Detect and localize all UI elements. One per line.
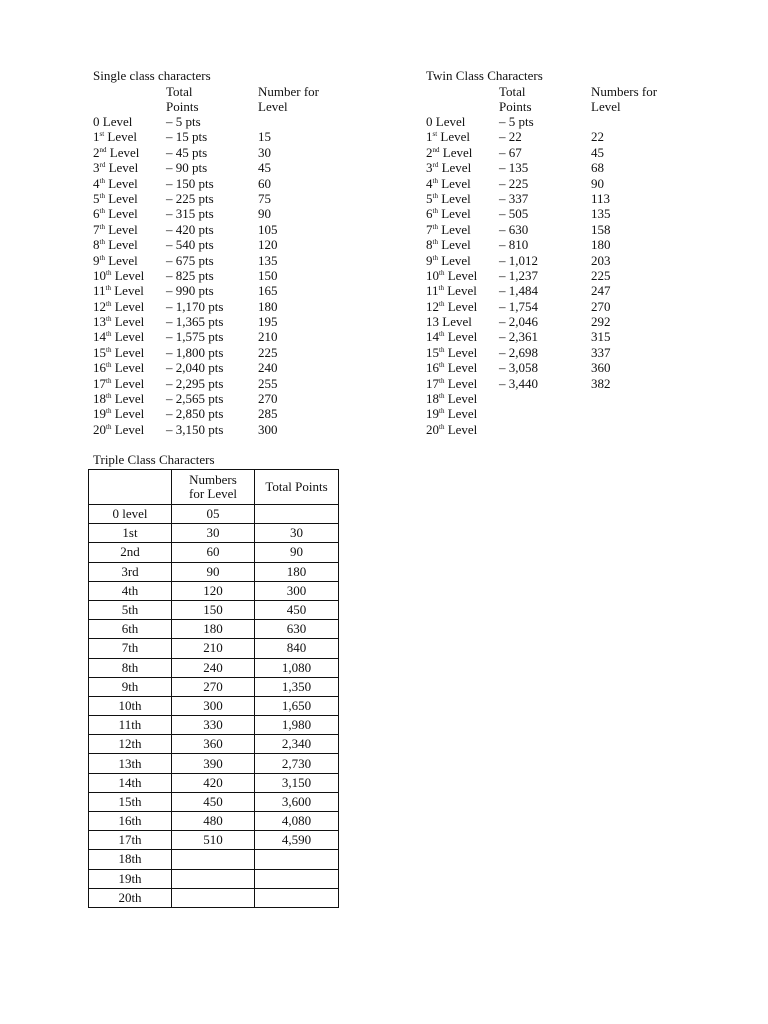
level-row bbox=[93, 329, 338, 344]
level-cell: 14th bbox=[89, 773, 172, 792]
level-label: 4th Level bbox=[93, 175, 138, 191]
total-points-value: – 1,754 bbox=[499, 298, 538, 314]
numbers-for-level-cell: 60 bbox=[172, 543, 255, 562]
level-cell: 4th bbox=[89, 581, 172, 600]
number-for-level-value bbox=[258, 114, 338, 129]
number-for-level-value: 90 bbox=[258, 206, 271, 222]
numbers-for-level-cell: 120 bbox=[172, 581, 255, 600]
number-for-level-value: 105 bbox=[258, 221, 278, 237]
number-for-level-value: 203 bbox=[591, 252, 611, 268]
level-label: 3rd Level bbox=[93, 160, 139, 176]
level-row bbox=[93, 145, 338, 160]
number-for-level-value: 180 bbox=[591, 237, 611, 253]
level-row bbox=[426, 314, 671, 329]
number-for-level-value: 180 bbox=[258, 298, 278, 314]
total-points-header: Total Points bbox=[166, 84, 199, 114]
numbers-for-level-cell: 420 bbox=[172, 773, 255, 792]
total-points-value: – 2,565 pts bbox=[166, 391, 224, 407]
total-points-value: – 1,575 pts bbox=[166, 329, 224, 345]
number-for-level-value: 135 bbox=[258, 252, 278, 268]
table-row bbox=[89, 850, 339, 869]
total-points-value: – 3,440 bbox=[499, 375, 538, 391]
level-label: 16th Level bbox=[93, 360, 145, 376]
total-points-value: – 315 pts bbox=[166, 206, 214, 222]
total-points-value: – 810 bbox=[499, 237, 529, 253]
single-class-section bbox=[93, 68, 338, 437]
level-row bbox=[93, 160, 338, 175]
level-label: 2nd Level bbox=[93, 144, 140, 160]
table-row bbox=[89, 735, 339, 754]
number-for-level-value bbox=[591, 114, 671, 129]
triple-class-section bbox=[93, 452, 339, 908]
total-points-cell bbox=[255, 850, 339, 869]
single-class-rows bbox=[93, 114, 338, 437]
total-points-value: – 5 pts bbox=[499, 114, 534, 129]
total-points-value: – 67 bbox=[499, 144, 522, 160]
table-row bbox=[89, 831, 339, 850]
level-label: 12th Level bbox=[93, 298, 145, 314]
level-row bbox=[93, 222, 338, 237]
level-label: 14th Level bbox=[93, 329, 145, 345]
total-points-value: – 135 bbox=[499, 160, 529, 176]
total-points-value: – 825 pts bbox=[166, 267, 214, 283]
level-cell: 10th bbox=[89, 696, 172, 715]
level-label: 15th Level bbox=[93, 344, 145, 360]
total-points-value: – 2,850 pts bbox=[166, 406, 224, 422]
total-points-value: – 1,365 pts bbox=[166, 314, 224, 330]
level-row bbox=[93, 345, 338, 360]
level-row bbox=[93, 253, 338, 268]
level-label: 17th Level bbox=[426, 375, 478, 391]
table-row bbox=[89, 696, 339, 715]
level-cell: 8th bbox=[89, 658, 172, 677]
numbers-for-level-cell: 180 bbox=[172, 620, 255, 639]
level-label: 15th Level bbox=[426, 344, 478, 360]
numbers-for-level-cell: 360 bbox=[172, 735, 255, 754]
twin-class-section bbox=[426, 68, 671, 437]
table-row bbox=[89, 620, 339, 639]
table-row bbox=[89, 888, 339, 907]
number-for-level-value: 15 bbox=[258, 129, 271, 145]
numbers-for-level-cell: 30 bbox=[172, 524, 255, 543]
number-for-level-value: 135 bbox=[591, 206, 611, 222]
level-row bbox=[93, 114, 338, 129]
level-label: 19th Level bbox=[93, 406, 145, 422]
number-for-level-value bbox=[591, 406, 671, 421]
level-label: 11th Level bbox=[426, 283, 477, 299]
total-points-cell: 4,080 bbox=[255, 812, 339, 831]
total-points-cell: 180 bbox=[255, 562, 339, 581]
single-class-header bbox=[93, 84, 338, 114]
total-points-cell: 1,080 bbox=[255, 658, 339, 677]
level-cell: 3rd bbox=[89, 562, 172, 581]
table-row bbox=[89, 677, 339, 696]
total-points-value: – 2,046 bbox=[499, 314, 538, 330]
level-label: 5th Level bbox=[426, 190, 471, 206]
total-points-value: – 150 pts bbox=[166, 175, 214, 191]
total-points-cell: 1,980 bbox=[255, 716, 339, 735]
total-points-cell: 1,350 bbox=[255, 677, 339, 696]
numbers-for-level-cell bbox=[172, 869, 255, 888]
level-label: 4th Level bbox=[426, 175, 471, 191]
level-row bbox=[93, 376, 338, 391]
level-label: 8th Level bbox=[426, 237, 471, 253]
level-cell: 2nd bbox=[89, 543, 172, 562]
total-points-value: – 1,170 pts bbox=[166, 298, 224, 314]
total-points-value bbox=[499, 422, 591, 437]
level-label: 3rd Level bbox=[426, 160, 472, 176]
level-row bbox=[93, 283, 338, 298]
table-header-row bbox=[89, 470, 339, 505]
total-points-value: – 3,058 bbox=[499, 360, 538, 376]
level-label: 2nd Level bbox=[426, 144, 473, 160]
level-row bbox=[426, 129, 671, 144]
total-points-cell bbox=[255, 869, 339, 888]
numbers-for-level-cell: 510 bbox=[172, 831, 255, 850]
level-row bbox=[93, 176, 338, 191]
total-points-value: – 5 pts bbox=[166, 114, 201, 129]
table-row bbox=[89, 812, 339, 831]
triple-class-table bbox=[88, 469, 339, 908]
total-points-cell: 630 bbox=[255, 620, 339, 639]
total-points-value: – 505 bbox=[499, 206, 529, 222]
number-for-level-value: 75 bbox=[258, 190, 271, 206]
level-label: 9th Level bbox=[93, 252, 138, 268]
table-row bbox=[89, 658, 339, 677]
number-for-level-value: 225 bbox=[591, 267, 611, 283]
total-points-value: – 1,800 pts bbox=[166, 344, 224, 360]
level-row bbox=[93, 129, 338, 144]
total-points-value: – 2,361 bbox=[499, 329, 538, 345]
level-row bbox=[426, 422, 671, 437]
level-cell: 7th bbox=[89, 639, 172, 658]
total-points-cell: 3,600 bbox=[255, 792, 339, 811]
number-for-level-value: 195 bbox=[258, 314, 278, 330]
level-label: 18th Level bbox=[93, 391, 145, 407]
twin-class-rows bbox=[426, 114, 671, 437]
numbers-for-level-cell bbox=[172, 888, 255, 907]
level-label: 6th Level bbox=[426, 206, 471, 222]
level-row bbox=[93, 237, 338, 252]
level-label: 6th Level bbox=[93, 206, 138, 222]
total-points-value: – 1,012 bbox=[499, 252, 538, 268]
twin-class-header bbox=[426, 84, 671, 114]
table-row bbox=[89, 773, 339, 792]
number-for-level-value bbox=[591, 422, 671, 437]
level-row bbox=[93, 406, 338, 421]
level-label: 0 Level bbox=[93, 114, 133, 129]
total-points-cell: 300 bbox=[255, 581, 339, 600]
level-label: 17th Level bbox=[93, 375, 145, 391]
table-row bbox=[89, 543, 339, 562]
table-row bbox=[89, 754, 339, 773]
number-for-level-header: Number for Level bbox=[258, 84, 320, 114]
total-points-value: – 675 pts bbox=[166, 252, 214, 268]
number-for-level-value: 240 bbox=[258, 360, 278, 376]
number-for-level-value bbox=[591, 391, 671, 406]
level-row bbox=[93, 191, 338, 206]
total-points-cell: 4,590 bbox=[255, 831, 339, 850]
level-label: 13th Level bbox=[93, 314, 145, 330]
number-for-level-value: 30 bbox=[258, 144, 271, 160]
level-label: 16th Level bbox=[426, 360, 478, 376]
level-cell: 5th bbox=[89, 600, 172, 619]
level-row bbox=[93, 422, 338, 437]
number-for-level-value: 165 bbox=[258, 283, 278, 299]
total-points-cell: 1,650 bbox=[255, 696, 339, 715]
table-row bbox=[89, 600, 339, 619]
level-cell: 1st bbox=[89, 524, 172, 543]
level-row bbox=[93, 391, 338, 406]
total-points-cell: 2,340 bbox=[255, 735, 339, 754]
level-cell: 12th bbox=[89, 735, 172, 754]
total-points-value: – 90 pts bbox=[166, 160, 208, 176]
number-for-level-value: 22 bbox=[591, 129, 604, 145]
numbers-for-level-cell: 05 bbox=[172, 505, 255, 524]
number-for-level-value: 255 bbox=[258, 375, 278, 391]
level-cell: 17th bbox=[89, 831, 172, 850]
level-row bbox=[426, 191, 671, 206]
total-points-value: – 45 pts bbox=[166, 144, 208, 160]
number-for-level-value: 300 bbox=[258, 421, 278, 437]
total-points-cell: 840 bbox=[255, 639, 339, 658]
total-points-value: – 1,237 bbox=[499, 267, 538, 283]
level-row bbox=[426, 268, 671, 283]
level-label: 7th Level bbox=[426, 221, 471, 237]
level-row bbox=[93, 206, 338, 221]
twin-class-title: Twin Class Characters bbox=[426, 68, 543, 83]
number-for-level-value: 60 bbox=[258, 175, 271, 191]
level-label: 9th Level bbox=[426, 252, 471, 268]
numbers-for-level-cell: 300 bbox=[172, 696, 255, 715]
level-label: 14th Level bbox=[426, 329, 478, 345]
level-cell: 9th bbox=[89, 677, 172, 696]
total-points-cell bbox=[255, 888, 339, 907]
total-points-cell: 3,150 bbox=[255, 773, 339, 792]
numbers-for-level-cell bbox=[172, 850, 255, 869]
level-cell: 6th bbox=[89, 620, 172, 639]
number-for-level-value: 285 bbox=[258, 406, 278, 422]
total-points-value: – 15 pts bbox=[166, 129, 208, 145]
level-row bbox=[426, 206, 671, 221]
number-for-level-value: 270 bbox=[258, 391, 278, 407]
table-row bbox=[89, 524, 339, 543]
level-row bbox=[426, 360, 671, 375]
number-for-level-value: 382 bbox=[591, 375, 611, 391]
level-row bbox=[426, 114, 671, 129]
level-cell: 11th bbox=[89, 716, 172, 735]
total-points-value: – 3,150 pts bbox=[166, 421, 224, 437]
number-for-level-value: 120 bbox=[258, 237, 278, 253]
total-points-value: – 225 bbox=[499, 175, 529, 191]
level-cell: 20th bbox=[89, 888, 172, 907]
numbers-for-level-header-cell: Numbers for Level bbox=[172, 470, 255, 505]
total-points-value: – 2,698 bbox=[499, 344, 538, 360]
total-points-value bbox=[499, 391, 591, 406]
number-for-level-value: 45 bbox=[591, 144, 604, 160]
total-points-header-cell: Total Points bbox=[255, 470, 339, 505]
total-points-cell: 2,730 bbox=[255, 754, 339, 773]
number-for-level-value: 315 bbox=[591, 329, 611, 345]
total-points-value: – 225 pts bbox=[166, 190, 214, 206]
numbers-for-level-cell: 150 bbox=[172, 600, 255, 619]
level-cell: 18th bbox=[89, 850, 172, 869]
level-row bbox=[426, 329, 671, 344]
number-for-level-value: 247 bbox=[591, 283, 611, 299]
level-row bbox=[426, 391, 671, 406]
total-points-value: – 2,295 pts bbox=[166, 375, 224, 391]
level-row bbox=[426, 160, 671, 175]
level-label: 1st Level bbox=[93, 129, 138, 145]
table-row bbox=[89, 869, 339, 888]
single-class-title: Single class characters bbox=[93, 68, 211, 83]
level-label: 10th Level bbox=[93, 267, 145, 283]
table-row bbox=[89, 505, 339, 524]
level-row bbox=[93, 314, 338, 329]
level-row bbox=[93, 299, 338, 314]
level-header-cell bbox=[89, 470, 172, 505]
table-row bbox=[89, 716, 339, 735]
number-for-level-value: 210 bbox=[258, 329, 278, 345]
level-row bbox=[426, 176, 671, 191]
number-for-level-value: 45 bbox=[258, 160, 271, 176]
total-points-value: – 630 bbox=[499, 221, 529, 237]
level-label: 13 Level bbox=[426, 314, 472, 330]
total-points-value bbox=[499, 406, 591, 421]
total-points-value: – 22 bbox=[499, 129, 522, 145]
total-points-cell bbox=[255, 505, 339, 524]
level-row bbox=[426, 283, 671, 298]
number-for-level-value: 337 bbox=[591, 344, 611, 360]
numbers-for-level-cell: 240 bbox=[172, 658, 255, 677]
numbers-for-level-cell: 210 bbox=[172, 639, 255, 658]
level-cell: 0 level bbox=[89, 505, 172, 524]
level-label: 18th Level bbox=[426, 391, 478, 407]
total-points-value: – 2,040 pts bbox=[166, 360, 224, 376]
level-row bbox=[426, 299, 671, 314]
numbers-for-level-cell: 450 bbox=[172, 792, 255, 811]
number-for-level-value: 150 bbox=[258, 267, 278, 283]
number-for-level-value: 225 bbox=[258, 344, 278, 360]
total-points-value: – 420 pts bbox=[166, 221, 214, 237]
number-for-level-value: 113 bbox=[591, 190, 611, 206]
level-label: 10th Level bbox=[426, 267, 478, 283]
number-for-level-value: 360 bbox=[591, 360, 611, 376]
table-row bbox=[89, 562, 339, 581]
total-points-value: – 990 pts bbox=[166, 283, 214, 299]
level-row bbox=[426, 237, 671, 252]
total-points-value: – 540 pts bbox=[166, 237, 214, 253]
number-for-level-value: 270 bbox=[591, 298, 611, 314]
level-row bbox=[93, 268, 338, 283]
level-row bbox=[426, 253, 671, 268]
level-row bbox=[426, 222, 671, 237]
level-row bbox=[426, 376, 671, 391]
level-label: 7th Level bbox=[93, 221, 138, 237]
level-cell: 16th bbox=[89, 812, 172, 831]
level-label: 1st Level bbox=[426, 129, 471, 145]
table-row bbox=[89, 792, 339, 811]
level-row bbox=[426, 145, 671, 160]
total-points-cell: 30 bbox=[255, 524, 339, 543]
numbers-for-level-cell: 480 bbox=[172, 812, 255, 831]
number-for-level-value: 158 bbox=[591, 221, 611, 237]
numbers-for-level-cell: 90 bbox=[172, 562, 255, 581]
total-points-header: Total Points bbox=[499, 84, 532, 114]
level-label: 8th Level bbox=[93, 237, 138, 253]
total-points-value: – 1,484 bbox=[499, 283, 538, 299]
table-row bbox=[89, 639, 339, 658]
numbers-for-level-cell: 270 bbox=[172, 677, 255, 696]
level-row bbox=[426, 406, 671, 421]
number-for-level-value: 90 bbox=[591, 175, 604, 191]
level-label: 20th Level bbox=[93, 421, 145, 437]
number-for-level-value: 292 bbox=[591, 314, 611, 330]
triple-class-title: Triple Class Characters bbox=[93, 452, 215, 467]
level-label: 5th Level bbox=[93, 190, 138, 206]
total-points-value: – 337 bbox=[499, 190, 529, 206]
level-row bbox=[426, 345, 671, 360]
level-label: 19th Level bbox=[426, 406, 478, 422]
numbers-for-level-header: Numbers for Level bbox=[591, 84, 658, 114]
level-row bbox=[93, 360, 338, 375]
numbers-for-level-cell: 330 bbox=[172, 716, 255, 735]
total-points-cell: 450 bbox=[255, 600, 339, 619]
level-label: 12th Level bbox=[426, 298, 478, 314]
level-label: 20th Level bbox=[426, 421, 478, 437]
level-cell: 13th bbox=[89, 754, 172, 773]
level-cell: 15th bbox=[89, 792, 172, 811]
level-cell: 19th bbox=[89, 869, 172, 888]
number-for-level-value: 68 bbox=[591, 160, 604, 176]
table-row bbox=[89, 581, 339, 600]
total-points-cell: 90 bbox=[255, 543, 339, 562]
level-label: 0 Level bbox=[426, 114, 466, 129]
level-label: 11th Level bbox=[93, 283, 144, 299]
numbers-for-level-cell: 390 bbox=[172, 754, 255, 773]
